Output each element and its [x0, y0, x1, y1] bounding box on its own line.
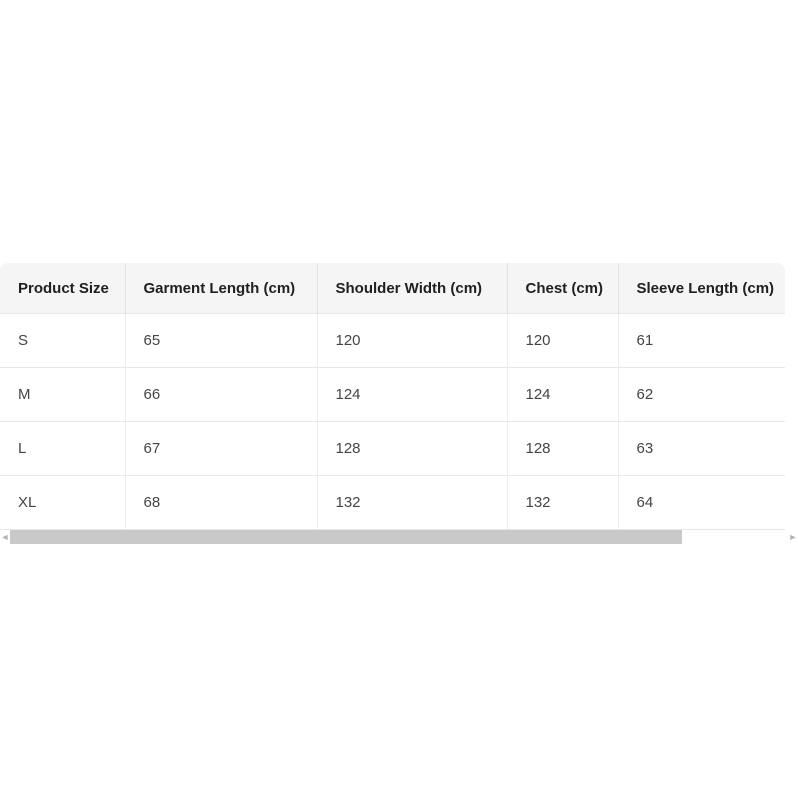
size-table — [0, 263, 785, 530]
table-cell-sleeve-length: 63 — [618, 422, 785, 476]
table-row — [0, 422, 785, 476]
table-row — [0, 314, 785, 368]
column-header-product-size: Product Size — [0, 263, 125, 314]
scrollbar-thumb[interactable] — [10, 530, 682, 544]
table-cell-shoulder-width: 120 — [317, 314, 507, 368]
table-cell-product-size: M — [0, 368, 125, 422]
table-cell-sleeve-length: 62 — [618, 368, 785, 422]
horizontal-scrollbar[interactable] — [0, 528, 798, 546]
table-row — [0, 476, 785, 530]
table-cell-sleeve-length: 61 — [618, 314, 785, 368]
column-header-chest: Chest (cm) — [507, 263, 618, 314]
column-header-shoulder-width: Shoulder Width (cm) — [317, 263, 507, 314]
scroll-left-arrow-icon[interactable]: ◄ — [0, 532, 10, 542]
table-header — [0, 263, 785, 314]
table-cell-chest: 132 — [507, 476, 618, 530]
column-header-garment-length: Garment Length (cm) — [125, 263, 317, 314]
size-chart — [0, 263, 785, 530]
table-cell-chest: 128 — [507, 422, 618, 476]
table-cell-shoulder-width: 132 — [317, 476, 507, 530]
table-cell-chest: 120 — [507, 314, 618, 368]
table-cell-product-size: XL — [0, 476, 125, 530]
table-cell-garment-length: 68 — [125, 476, 317, 530]
table-cell-product-size: L — [0, 422, 125, 476]
table-cell-garment-length: 67 — [125, 422, 317, 476]
table-cell-sleeve-length: 64 — [618, 476, 785, 530]
table-cell-garment-length: 66 — [125, 368, 317, 422]
table-row — [0, 368, 785, 422]
table-cell-shoulder-width: 128 — [317, 422, 507, 476]
scroll-right-arrow-icon[interactable]: ► — [788, 532, 798, 542]
table-cell-product-size: S — [0, 314, 125, 368]
table-cell-chest: 124 — [507, 368, 618, 422]
table-cell-garment-length: 65 — [125, 314, 317, 368]
table-body — [0, 314, 785, 530]
header-row — [0, 263, 785, 314]
table-cell-shoulder-width: 124 — [317, 368, 507, 422]
column-header-sleeve-length: Sleeve Length (cm) — [618, 263, 785, 314]
